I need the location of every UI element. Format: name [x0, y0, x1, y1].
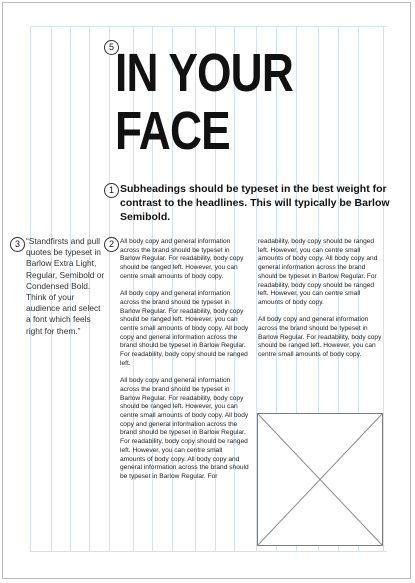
marker-subheading: 1 [104, 183, 119, 198]
headline-line-2: FACE [115, 101, 230, 161]
margin-guide-bottom [30, 551, 387, 552]
column-guide [109, 26, 110, 551]
body-paragraph: All body copy and general information across the brand should be typeset in Barlow Regular. For readability, body copy should be ranged left. However, you can centre small amounts of body copy. All body copy and general information across the brand should be typeset in Barlow Regular. For readability, body copy should be ranged left. However, you can centre small amounts of body copy. All body copy and general information across the brand should be typeset in Barlow Regular. For [120, 377, 249, 480]
subheading: Subheadings should be typeset in the best weight for contrast to the headlines. This will typically be Barlow Semibold. [120, 183, 390, 223]
body-paragraph: All body copy and general information across the brand should be typeset in Barlow Regular. For readability, body copy should be ranged left. However, you can centre small amounts of body copy. [120, 238, 244, 280]
marker-standfirst: 3 [10, 237, 25, 252]
body-column-1 [120, 238, 249, 490]
body-column-2 [258, 238, 386, 369]
body-paragraph: readability, body copy should be ranged left. However, you can centre small amounts of body copy. All body copy and general information across the brand should be typeset in Barlow Regular. For readability, body copy should be ranged left. However, you can centre small amounts of body copy. [258, 238, 378, 306]
margin-guide-top [30, 26, 387, 27]
body-paragraph: All body copy and general information across the brand should be typeset in Barlow Regular. For readability, body copy should be ranged left. However, you can centre small amounts of body copy. All body copy and general information across the brand should be typeset in Barlow Regular. For readability, body copy should be ranged left. [120, 290, 249, 367]
image-placeholder-cross-icon [258, 414, 382, 545]
body-paragraph: All body copy and general information across the brand should be typeset in Barlow Regular. For readability, body copy should be ranged left. However, you can centre small amounts of body copy. [258, 316, 382, 359]
headline-line-1: IN YOUR [115, 43, 293, 103]
image-placeholder [257, 413, 383, 546]
standfirst-quote: “Standfirsts and pull quotes be typeset in Barlow Extra Light, Regular, Semibold or Condensed Bold. Think of your audience and select a font which feels right for them.” [26, 236, 105, 336]
marker-body: 2 [104, 237, 119, 252]
headline [115, 44, 345, 160]
marker-headline: 5 [104, 40, 119, 55]
